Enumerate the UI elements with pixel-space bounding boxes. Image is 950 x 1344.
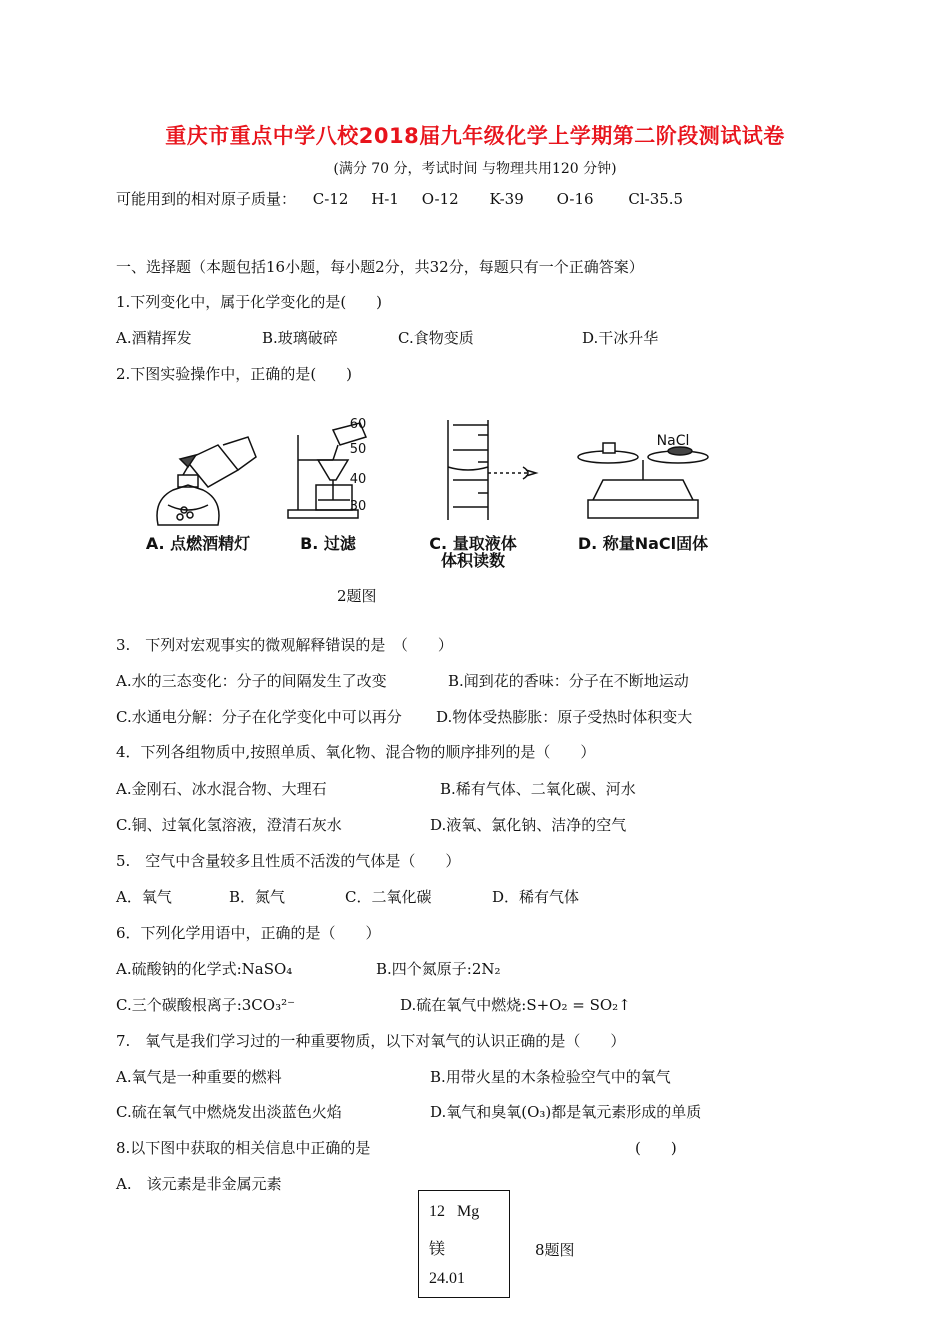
page-subtitle: (满分 70 分，考试时间 与物理共用120 分钟) [333, 161, 617, 177]
q6-option-a: A.硫酸钠的化学式:NaSO₄ [116, 960, 293, 978]
element-number: 12 [429, 1203, 445, 1220]
q4-option-a: A.金刚石、冰水混合物、大理石 [116, 780, 327, 798]
q5-option-a: A．氧气 [116, 888, 172, 906]
atomic-mass-line [116, 188, 701, 209]
figure-8-caption: 8题图 [535, 1241, 575, 1259]
q1-option-d: D.干冰升华 [582, 329, 659, 347]
cylinder-tick-30: 30 [349, 499, 367, 514]
q4-option-b: B.稀有气体、二氧化碳、河水 [440, 780, 636, 798]
question-8-stem: 8.以下图中获取的相关信息中正确的是 [116, 1139, 371, 1157]
element-card [418, 1190, 510, 1298]
element-mass: 24.01 [429, 1270, 465, 1287]
figure-2-caption: 2题图 [337, 587, 377, 605]
q7-option-d: D.氧气和臭氧(O₃)都是氧元素形成的单质 [430, 1103, 702, 1121]
atomic-mass-item: Cl-35.5 [628, 190, 684, 208]
q1-option-c: C.食物变质 [398, 329, 474, 347]
atomic-mass-item: O-16 [556, 190, 594, 208]
q4-option-c: C.铜、过氧化氢溶液，澄清石灰水 [116, 816, 342, 834]
q5-option-c: C．二氧化碳 [345, 888, 432, 906]
figure-label-a: A. 点燃酒精灯 [145, 534, 251, 553]
q7-option-a: A.氧气是一种重要的燃料 [116, 1068, 282, 1086]
section-heading: 一、选择题（本题包括16小题，每小题2分，共32分，每题只有一个正确答案） [116, 258, 644, 276]
q5-option-d: D．稀有气体 [492, 888, 580, 906]
atomic-mass-item: H-1 [371, 190, 399, 208]
atomic-mass-item: K-39 [489, 190, 524, 208]
question-3-stem: 3. 下列对宏观事实的微观解释错误的是 （ ） [116, 636, 453, 654]
q6-option-c: C.三个碳酸根离子:3CO₃²⁻ [116, 996, 296, 1014]
cylinder-tick-40: 40 [349, 472, 367, 487]
element-name: 镁 [429, 1241, 446, 1258]
q6-option-b: B.四个氮原子:2N₂ [376, 960, 501, 978]
question-5-stem: 5. 空气中含量较多且性质不活泼的气体是（ ） [116, 852, 461, 870]
q3-option-c: C.水通电分解：分子在化学变化中可以再分 [116, 708, 402, 726]
question-2-stem: 2.下图实验操作中，正确的是( ) [116, 365, 353, 383]
figure-label-d: D. 称量NaCl固体 [577, 534, 709, 553]
question-7-stem: 7. 氧气是我们学习过的一种重要物质，以下对氧气的认识正确的是（ ） [116, 1032, 626, 1050]
q5-option-b: B．氮气 [229, 888, 286, 906]
q4-option-d: D.液氧、氯化钠、洁净的空气 [430, 816, 627, 834]
graduated-cylinder-illustration [448, 420, 536, 520]
q6-option-d: D.硫在氧气中燃烧:S+O₂ = SO₂↑ [400, 996, 631, 1014]
figure-label-c-2: 体积读数 [440, 551, 505, 570]
question-1-stem: 1.下列变化中，属于化学变化的是( ) [116, 293, 383, 311]
question-4-stem: 4．下列各组物质中,按照单质、氧化物、混合物的顺序排列的是（ ） [116, 743, 596, 761]
q8-option-a: A. 该元素是非金属元素 [116, 1175, 282, 1193]
page-title: 重庆市重点中学八校2018届九年级化学上学期第二阶段测试试卷 [165, 124, 785, 148]
q7-option-b: B.用带火星的木条检验空气中的氧气 [430, 1068, 671, 1086]
cylinder-tick-50: 50 [349, 442, 367, 457]
q8-answer-bracket: ( ) [635, 1139, 677, 1157]
figure-label-c: C. 量取液体 [429, 534, 517, 553]
q7-option-c: C.硫在氧气中燃烧发出淡蓝色火焰 [116, 1103, 342, 1121]
balance-illustration [578, 443, 708, 518]
element-symbol: Mg [457, 1203, 480, 1220]
q3-option-a: A.水的三态变化：分子的间隔发生了改变 [116, 672, 387, 690]
lab-operations-figure [128, 415, 748, 575]
alcohol-lamp-illustration [157, 437, 256, 525]
q3-option-b: B.闻到花的香味：分子在不断地运动 [448, 672, 689, 690]
q1-option-b: B.玻璃破碎 [262, 329, 338, 347]
cylinder-tick-60: 60 [349, 417, 367, 432]
q3-option-d: D.物体受热膨胀：原子受热时体积变大 [436, 708, 693, 726]
question-6-stem: 6．下列化学用语中，正确的是（ ） [116, 924, 381, 942]
element-number-symbol [429, 1203, 479, 1221]
atomic-mass-item: C-12 [312, 190, 349, 208]
nacl-label: NaCl [656, 433, 690, 449]
figure-label-b: B. 过滤 [300, 534, 356, 553]
atomic-mass-item: O-12 [421, 190, 459, 208]
atomic-mass-label: 可能用到的相对原子质量： [116, 190, 297, 208]
q1-option-a: A.酒精挥发 [116, 329, 192, 347]
